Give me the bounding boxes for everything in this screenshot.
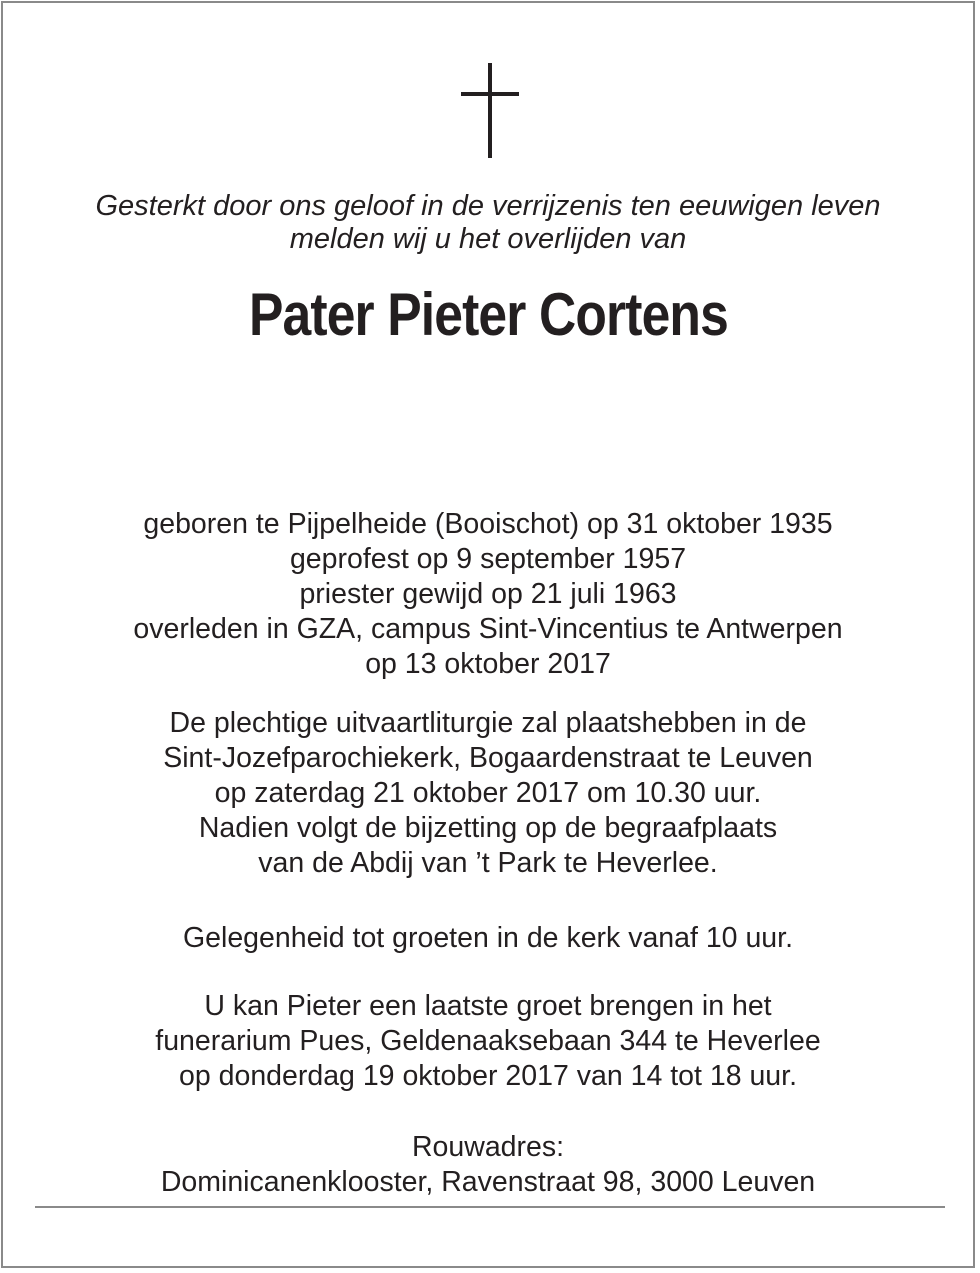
visit-line: funerarium Pues, Geldenaaksebaan 344 te Heverlee	[155, 1025, 821, 1057]
intro-line: melden wij u het overlijden van	[289, 223, 687, 255]
funeral-line: Sint-Jozefparochiekerk, Bogaardenstraat te Leuven	[163, 742, 813, 774]
mourning-address	[0, 1130, 976, 1200]
bio-line: geprofest op 9 september 1957	[289, 543, 687, 575]
intro-text	[0, 190, 976, 256]
bio-line: op 13 oktober 2017	[365, 648, 611, 680]
intro-line: Gesterkt door ons geloof in de verrijzenis ten eeuwigen leven	[95, 190, 881, 222]
funeral-line: op zaterdag 21 oktober 2017 om 10.30 uur.	[214, 777, 762, 809]
deceased-name	[0, 282, 976, 348]
address-label: Rouwadres:	[411, 1131, 565, 1163]
funeral-line: van de Abdij van ’t Park te Heverlee.	[258, 847, 718, 879]
funeral-home-visit	[0, 989, 976, 1094]
greeting-line: Gelegenheid tot groeten in de kerk vanaf 10 uur.	[182, 922, 793, 954]
deceased-name-text: Pater Pieter Cortens	[248, 281, 728, 348]
greeting-info	[0, 921, 976, 956]
visit-line: U kan Pieter een laatste groet brengen in het	[204, 990, 772, 1022]
cross-icon	[461, 63, 521, 159]
bio-line: geboren te Pijpelheide (Booischot) op 31 oktober 1935	[143, 508, 833, 540]
address-value: Dominicanenklooster, Ravenstraat 98, 3000 Leuven	[160, 1166, 816, 1198]
bio-line: priester gewijd op 21 juli 1963	[299, 578, 677, 610]
bio-line: overleden in GZA, campus Sint-Vincentius te Antwerpen	[133, 613, 843, 645]
visit-line: op donderdag 19 oktober 2017 van 14 tot 18 uur.	[179, 1060, 797, 1092]
funeral-line: De plechtige uitvaartliturgie zal plaatshebben in de	[169, 707, 807, 739]
biography	[0, 507, 976, 682]
funeral-line: Nadien volgt de bijzetting op de begraafplaats	[198, 812, 778, 844]
funeral-details	[0, 706, 976, 881]
bottom-divider	[35, 1206, 945, 1208]
